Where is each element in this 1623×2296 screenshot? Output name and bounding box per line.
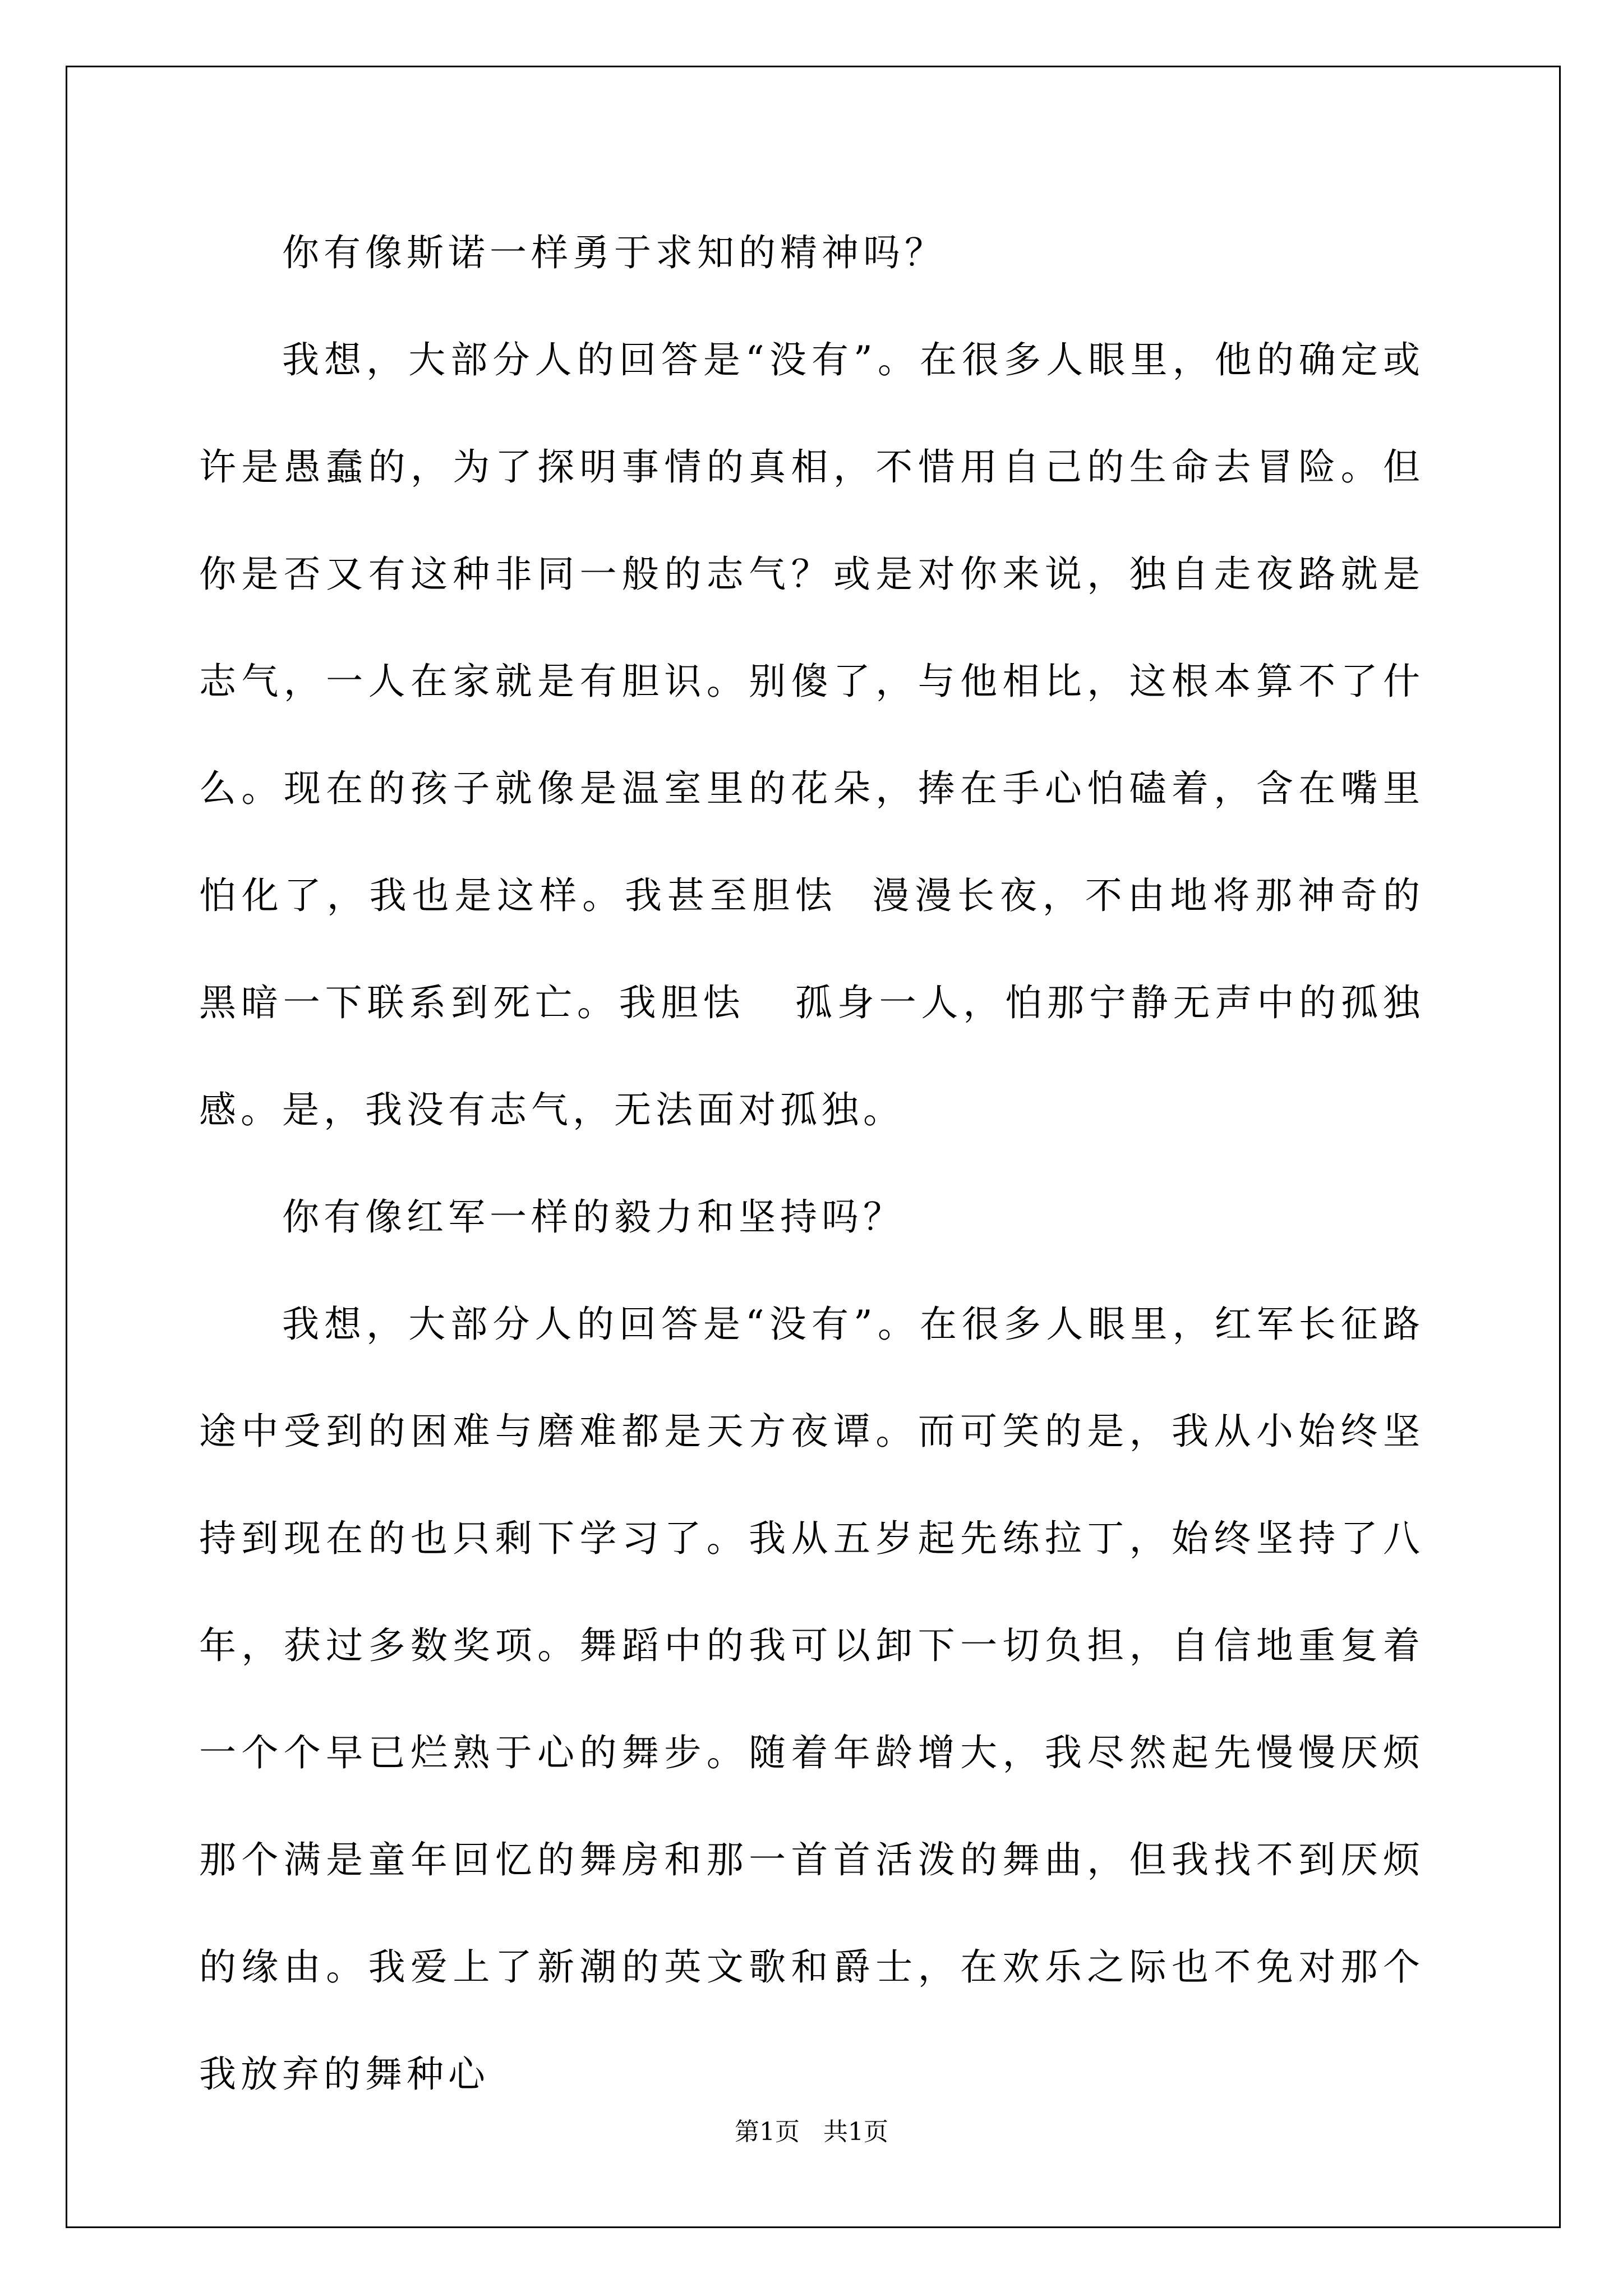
page-number-footer: 第1页 共1页	[735, 2118, 888, 2146]
paragraph-answer-2: 我想，大部分人的回答是“没有”。在很多人眼里，红军长征路途中受到的困难与磨难都是天方夜谭。而可笑的是，我从小始终坚持到现在的也只剩下学习了。我从五岁起先练拉丁，始终坚持了八年，获过多数奖项。舞蹈中的我可以卸下一切负担，自信地重复着一个个早已烂熟于心的舞步。随着年龄增大，我尽然起先慢慢厌烦那个满是童年回忆的舞房和那一首首活泼的舞曲，但我找不到厌烦的缘由。我爱上了新潮的英文歌和爵士，在欢乐之际也不免对那个我放弃的舞种心	[199, 1303, 1424, 2096]
paragraph-question-1: 你有像斯诺一样勇于求知的精神吗？	[282, 231, 946, 274]
paragraph-answer-1: 我想，大部分人的回答是“没有”。在很多人眼里，他的确定或许是愚蠢的，为了探明事情的真相，不惜用自己的生命去冒险。但你是否又有这种非同一般的志气？或是对你来说，独自走夜路就是志气，一人在家就是有胆识。别傻了，与他相比，这根本算不了什么。现在的孩子就像是温室里的花朵，捧在手心怕磕着，含在嘴里怕化了，我也是这样。我甚至胆怯 漫漫长夜，不由地将那神奇的黑暗一下联系到死亡。我胆怯 孤身一人，怕那宁静无声中的孤独感。是，我没有志气，无法面对孤独。	[199, 338, 1424, 1131]
document-body	[199, 199, 1424, 2128]
paragraph-question-2: 你有像红军一样的毅力和坚持吗？	[282, 1195, 905, 1239]
